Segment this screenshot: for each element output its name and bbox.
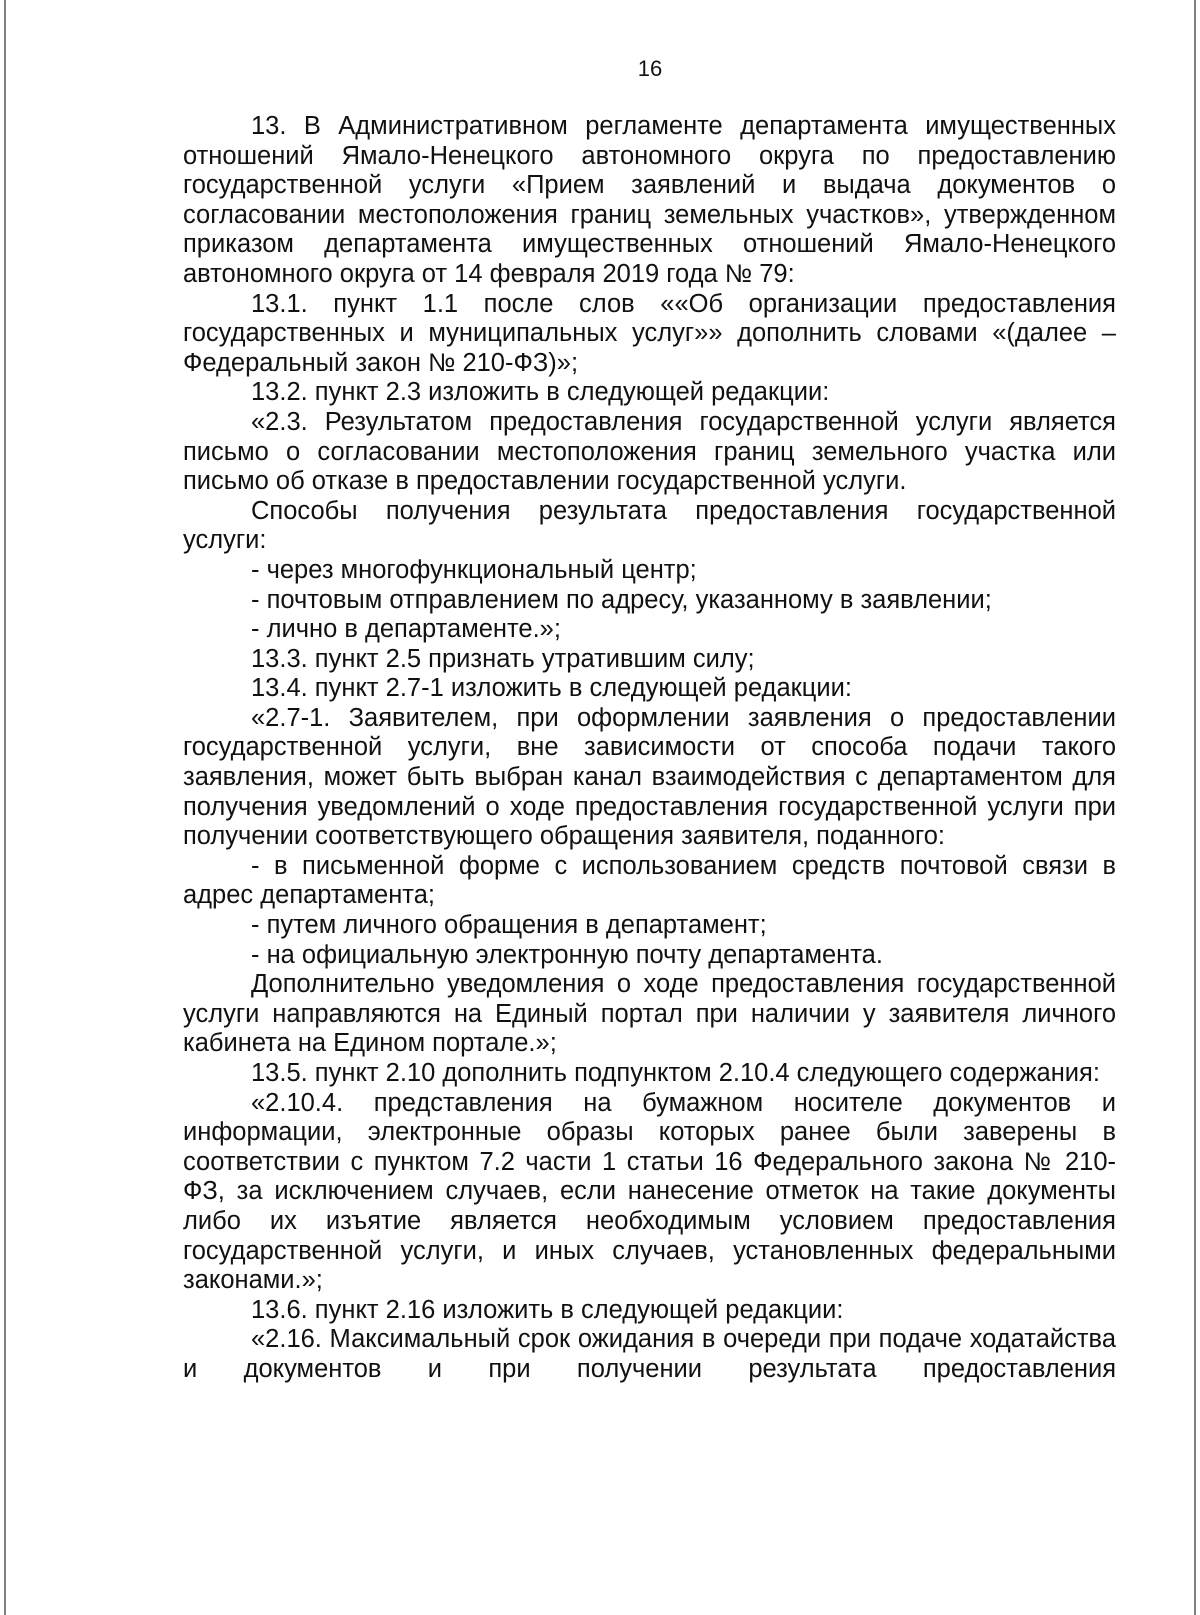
- paragraph: «2.3. Результатом предоставления государственной услуги является письмо о согласовании местоположения границ земельного участка или письмо об отказе в предоставлении государственной услуги.: [183, 407, 1116, 496]
- paragraph: Способы получения результата предоставления государственной услуги:: [183, 496, 1116, 555]
- paragraph: 13. В Административном регламенте департамента имущественных отношений Ямало-Ненецкого автономного округа по предоставлению государственной услуги «Прием заявлений и выдача документов о согласовании местоположения границ земельных участков», утвержденном приказом департамента имущественных отношений Ямало-Ненецкого автономного округа от 14 февраля 2019 года № 79:: [183, 112, 1116, 288]
- scan-edge-left: [4, 0, 6, 1615]
- paragraph: - через многофункциональный центр;: [251, 555, 697, 584]
- scan-edge-right: [1194, 0, 1196, 1615]
- paragraph: 13.4. пункт 2.7-1 изложить в следующей редакции:: [251, 674, 852, 703]
- paragraph: 13.1. пункт 1.1 после слов ««Об организации предоставления государственных и муниципальных услуг»» дополнить словами «(далее – Федеральный закон № 210-ФЗ)»;: [183, 289, 1116, 377]
- paragraph: 13.5. пункт 2.10 дополнить подпунктом 2.10.4 следующего содержания:: [251, 1059, 1100, 1087]
- paragraph: 13.2. пункт 2.3 изложить в следующей редакции:: [251, 378, 830, 407]
- paragraph: Дополнительно уведомления о ходе предоставления государственной услуги направляются на Единый портал при наличии у заявителя личного кабинета на Едином портале.»;: [183, 970, 1116, 1058]
- paragraph: «2.10.4. представления на бумажном носителе документов и информации, электронные образы которых ранее были заверены в соответствии с пунктом 7.2 части 1 статьи 16 Федерального закона № 210-ФЗ, за исключением случаев, если нанесение отметок на такие документы либо их изъятие является необходимым условием предоставления государственной услуги, и иных случаев, установленных федеральными законами.»;: [183, 1088, 1116, 1295]
- paragraph: - почтовым отправлением по адресу, указанному в заявлении;: [251, 585, 992, 614]
- paragraph: - лично в департаменте.»;: [251, 615, 561, 644]
- paragraph: «2.7-1. Заявителем, при оформлении заявления о предоставлении государственной услуги, вне зависимости от способа подачи такого заявления, может быть выбран канал взаимодействия с департаментом для получения уведомлений о ходе предоставления государственной услуги при получении соответствующего обращения заявителя, поданного:: [183, 703, 1116, 851]
- paragraph: 13.3. пункт 2.5 признать утратившим силу;: [251, 644, 755, 673]
- paragraph: 13.6. пункт 2.16 изложить в следующей редакции:: [251, 1295, 844, 1324]
- paragraph: - на официальную электронную почту департамента.: [251, 940, 883, 969]
- page-number: 16: [637, 56, 663, 81]
- paragraph: - в письменной форме с использованием средств почтовой связи в адрес департамента;: [183, 851, 1116, 910]
- document-body: [183, 112, 1116, 1385]
- paragraph: - путем личного обращения в департамент;: [251, 911, 767, 940]
- paragraph: «2.16. Максимальный срок ожидания в очереди при подаче ходатайства и документов и при получении результата предоставления: [183, 1325, 1116, 1383]
